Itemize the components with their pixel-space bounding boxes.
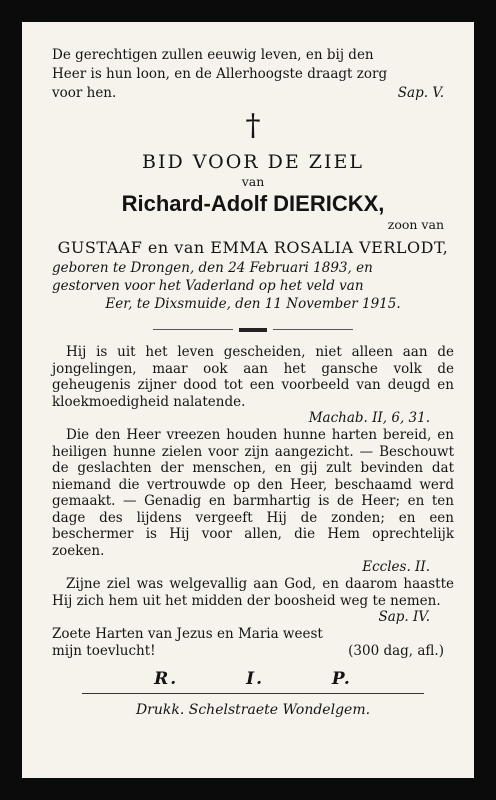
parents-names: GUSTAAF en van EMMA ROSALIA VERLODT, [57, 238, 449, 257]
epigraph-line-3: voor hen. [52, 85, 117, 101]
bottom-rule [82, 693, 424, 694]
paragraph-1: Hij is uit het leven gescheiden, niet alleen aan de jongelingen, maar ook aan het gansche volk de geheugenis zijner dood tot een voorbeeld van deugd en kloekmoedigheid nalatende. [52, 344, 454, 410]
birth-death-line-2: gestorven voor het Vaderland op het veld van [52, 278, 364, 294]
divider [52, 319, 454, 338]
prayer-heading: BID VOOR DE ZIEL [142, 151, 364, 173]
indulgence-note: (300 dag, afl.) [348, 642, 444, 659]
prayer-text: Zoete Harten van Jezus en Maria weest mijn toevlucht! [52, 626, 323, 659]
paragraph-3: Zijne ziel was welgevallig aan God, en daarom haastte Hij zich hem uit het midden der boosheid weg te nemen. [52, 576, 454, 609]
epigraph [52, 46, 454, 103]
birth-death-line-3: Eer, te Dixsmuide, den 11 November 1915. [105, 296, 401, 312]
citation-3: Sap. IV. [378, 609, 430, 625]
epigraph-line-2: Heer is hun loon, en de Allerhoogste draagt zorg [52, 66, 388, 82]
paragraph-2: Die den Heer vreezen houden hunne harten bereid, en heiligen hunne zielen voor zijn aangezicht. — Beschouwt de geslachten der menschen, en gij zult bevinden dat niemand die vertrouwde op den Heer, beschaamd werd gemaakt. — Genadig en barmhartig is de Heer; en ten dage des lijdens vergeeft Hij de zonden; en een beschermer is Hij voor allen, die Hem oprechtelijk zoeken. [52, 427, 454, 559]
son-of-label: zoon van [387, 217, 444, 232]
deceased-name: Richard-Adolf DIERICKX, [121, 191, 385, 216]
van-label: van [241, 174, 265, 189]
birth-death-text [52, 259, 454, 313]
memorial-card [22, 22, 474, 778]
epigraph-line-1: De gerechtigen zullen eeuwig leven, en bij den [52, 47, 374, 63]
cross-icon: † [245, 108, 261, 143]
epigraph-reference: Sap. V. [397, 85, 444, 101]
citation-1: Machab. II, 6, 31. [308, 410, 430, 426]
printer-credit: Drukk. Schelstraete Wondelgem. [135, 702, 371, 718]
rip-mark: R. I. P. [154, 669, 352, 689]
prayer-row [52, 626, 454, 659]
birth-death-line-1: geboren te Drongen, den 24 Februari 1893, en [52, 260, 373, 276]
citation-2: Eccles. II. [362, 559, 430, 575]
